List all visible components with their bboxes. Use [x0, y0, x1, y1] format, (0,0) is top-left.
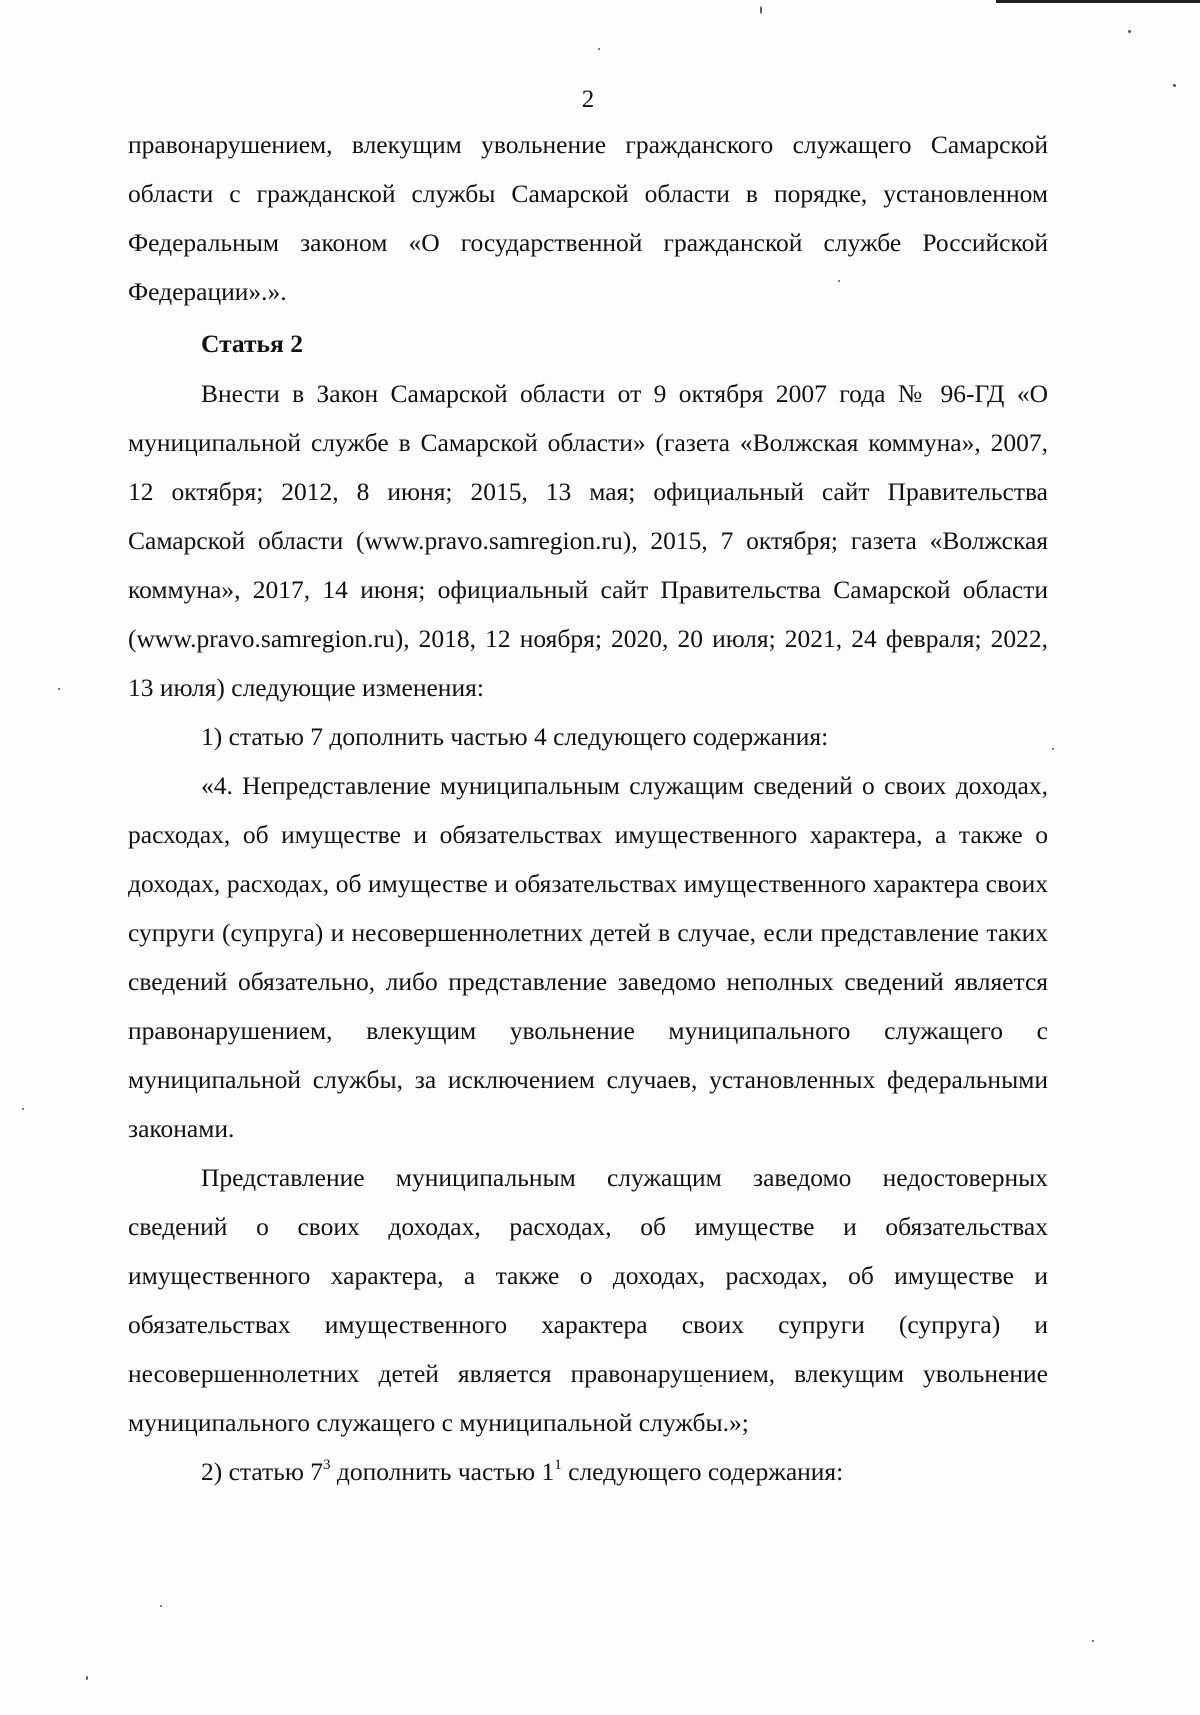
item-2-superscript-2: 1 — [554, 1456, 562, 1473]
item-2-paragraph — [128, 1447, 1048, 1496]
scan-top-rule — [996, 0, 1200, 3]
document-body — [128, 120, 1048, 1496]
intro-paragraph: Внести в Закон Самарской области от 9 октября 2007 года № 96-ГД «О муниципальной службе в Самарской области» (газета «Волжская коммуна», 2007, 12 октября; 2012, 8 июня; 2015, 13 мая; официальный сайт Правительства Самарской области (www.pravo.samregion.ru), 2015, 7 октября; газета «Волжская коммуна», 2017, 14 июня; официальный сайт Правительства Самарской области (www.pravo.samregion.ru), 2018, 12 ноября; 2020, 20 июля; 2021, 24 февраля; 2022, 13 июля) следующие изменения: — [128, 379, 1048, 702]
scan-speck — [22, 1108, 24, 1110]
item-2-middle: дополнить частью 1 — [330, 1457, 555, 1486]
part-4-paragraph-1: «4. Непредставление муниципальным служащим сведений о своих доходах, расходах, об имуществе и обязательствах имущественного характера, а также о доходах, расходах, об имуществе и обязательствах имущественного характера своих супруги (супруга) и несовершеннолетних детей в случае, если представление таких сведений обязательно, либо представление заведомо неполных сведений является правонарушением, влекущим увольнение муниципального служащего с муниципальной службы, за исключением случаев, установленных федеральными законами. — [128, 771, 1048, 1143]
scan-speck — [1092, 1640, 1094, 1642]
scan-speck — [598, 48, 600, 50]
page-number: 2 — [581, 86, 595, 113]
scan-speck — [160, 1605, 162, 1607]
item-2-superscript-1: 3 — [323, 1456, 331, 1473]
part-4-paragraph-2: Представление муниципальным служащим заведомо недостоверных сведений о своих доходах, расходах, об имуществе и обязательствах имущественного характера, а также о доходах, расходах, об имуществе и обязательствах имущественного характера своих супруги (супруга) и несовершеннолетних детей является правонарушением, влекущим увольнение муниципального служащего с муниципальной службы.»; — [128, 1163, 1048, 1437]
item-1-paragraph: 1) статью 7 дополнить частью 4 следующего содержания: — [201, 722, 829, 751]
scan-speck — [58, 688, 60, 690]
item-2-suffix: следующего содержания: — [561, 1457, 844, 1486]
item-2-prefix: 2) статью 7 — [201, 1457, 323, 1486]
continuation-paragraph: правонарушением, влекущим увольнение гражданского служащего Самарской области с гражданской службы Самарской области в порядке, установленном Федеральным законом «О государственной гражданской службе Российской Федерации».». — [128, 130, 1048, 306]
scan-speck — [760, 6, 762, 14]
scan-speck — [86, 1676, 88, 1680]
scan-speck — [1052, 748, 1054, 750]
scan-speck — [1128, 30, 1131, 33]
article-heading: Статья 2 — [201, 329, 303, 358]
